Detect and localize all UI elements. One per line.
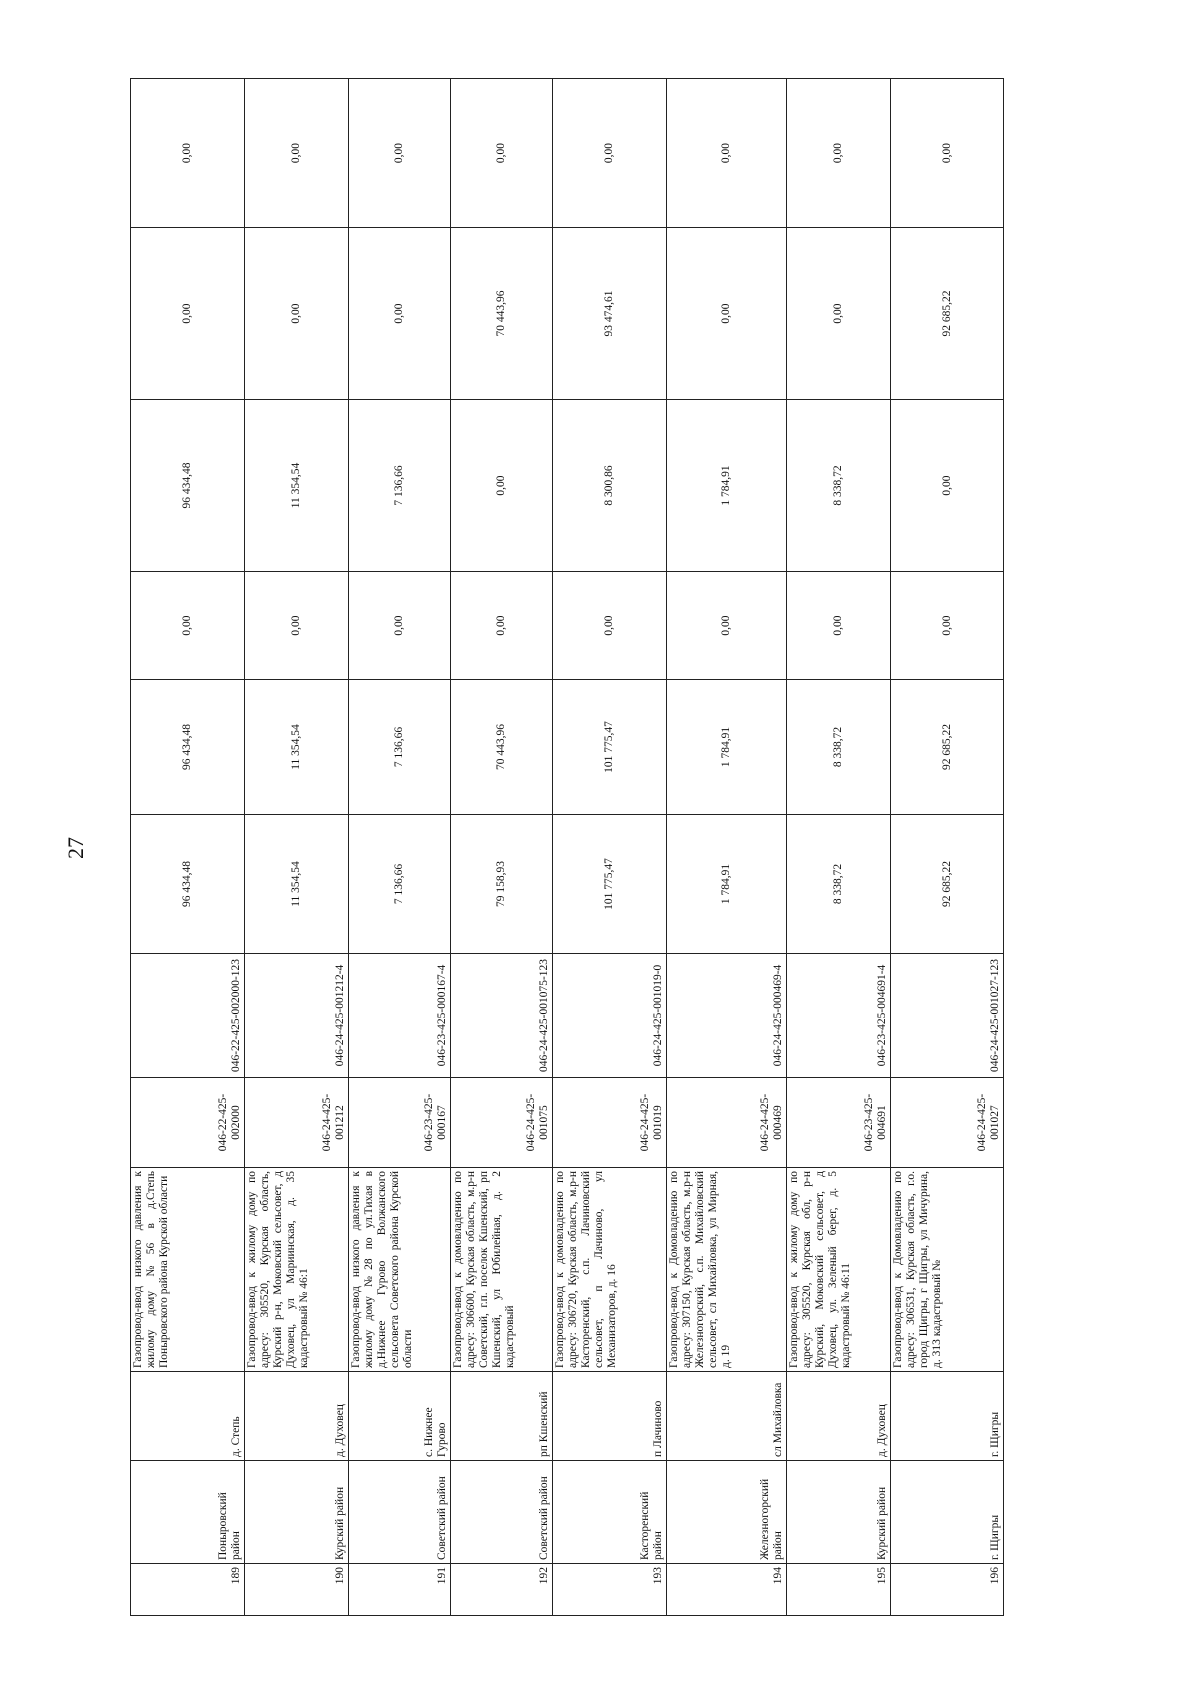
row-number-cell: 195 xyxy=(787,1564,891,1616)
object-code-cell: 046-24-425-001075 xyxy=(451,1078,553,1168)
district-cell: Поныровский район xyxy=(131,1461,245,1564)
total-amount-cell: 7 136,66 xyxy=(349,680,451,815)
amount-column-4-cell: 11 354,54 xyxy=(245,400,349,572)
amount-column-5-cell: 0,00 xyxy=(787,228,891,400)
amount-column-4-cell: 8 300,86 xyxy=(553,400,667,572)
estimated-cost-cell: 92 685,22 xyxy=(891,815,1004,954)
amount-column-3-cell: 0,00 xyxy=(245,572,349,680)
amount-column-6-cell: 0,00 xyxy=(451,79,553,228)
table-row xyxy=(131,79,245,1616)
amount-column-6-cell: 0,00 xyxy=(349,79,451,228)
amount-column-3-cell: 0,00 xyxy=(131,572,245,680)
amount-column-4-cell: 7 136,66 xyxy=(349,400,451,572)
amount-column-5-cell: 92 685,22 xyxy=(891,228,1004,400)
object-code-cell: 046-24-425-001019 xyxy=(553,1078,667,1168)
row-number-cell: 192 xyxy=(451,1564,553,1616)
amount-column-5-cell: 0,00 xyxy=(245,228,349,400)
amount-column-4-cell: 0,00 xyxy=(451,400,553,572)
total-amount-cell: 8 338,72 xyxy=(787,680,891,815)
settlement-cell: с. Нижнее Гурово xyxy=(349,1372,451,1461)
object-subcode-cell: 046-24-425-001212-4 xyxy=(245,954,349,1078)
table-body xyxy=(131,79,1004,1616)
row-number-cell: 191 xyxy=(349,1564,451,1616)
object-code-cell: 046-24-425-000469 xyxy=(667,1078,787,1168)
amount-column-3-cell: 0,00 xyxy=(451,572,553,680)
amount-column-3-cell: 0,00 xyxy=(553,572,667,680)
object-description-cell: Газопровод-ввод к Домовладению по адресу: 306531, Курская область, г.о. город Щигры, г Щигры, ул Мичурина, д. 313 кадастровый № xyxy=(891,1168,1004,1372)
rotated-table-container xyxy=(130,79,1003,1616)
amount-column-6-cell: 0,00 xyxy=(891,79,1004,228)
total-amount-cell: 96 434,48 xyxy=(131,680,245,815)
estimated-cost-cell: 1 784,91 xyxy=(667,815,787,954)
estimated-cost-cell: 79 158,93 xyxy=(451,815,553,954)
object-subcode-cell: 046-23-425-000167-4 xyxy=(349,954,451,1078)
object-subcode-cell: 046-24-425-001075-123 xyxy=(451,954,553,1078)
amount-column-6-cell: 0,00 xyxy=(131,79,245,228)
estimated-cost-cell: 11 354,54 xyxy=(245,815,349,954)
total-amount-cell: 1 784,91 xyxy=(667,680,787,815)
object-code-cell: 046-24-425-001212 xyxy=(245,1078,349,1168)
object-subcode-cell: 046-24-425-000469-4 xyxy=(667,954,787,1078)
district-cell: Советский район xyxy=(451,1461,553,1564)
amount-column-6-cell: 0,00 xyxy=(787,79,891,228)
object-description-cell: Газопровод-ввод к жилому дому по адресу: 305520, Курская область, Курский р-н, Моковский сельсовет, д Духовец, ул Мариинская, д. 35 кадастровый № 46:1 xyxy=(245,1168,349,1372)
amount-column-3-cell: 0,00 xyxy=(667,572,787,680)
row-number-cell: 194 xyxy=(667,1564,787,1616)
amount-column-4-cell: 96 434,48 xyxy=(131,400,245,572)
object-description-cell: Газопровод-ввод низкого давления к жилому дому №56 в д.Степь Поныровского района Курской области xyxy=(131,1168,245,1372)
row-number-cell: 189 xyxy=(131,1564,245,1616)
amount-column-6-cell: 0,00 xyxy=(245,79,349,228)
object-description-cell: Газопровод-ввод к домовладению по адресу: 306600, Курская область, м.р-н Советский, г.п. поселок Кшенский, рп Кшенский, ул Юбилейная, д. 2 кадастровый xyxy=(451,1168,553,1372)
object-description-cell: Газопровод-ввод к жилому дому по адресу: 305520, Курская обл, р-н Курский, Моковский сельсовет, д Духовец, ул. Зеленый берег, д. 5 кадастровый № 46:11 xyxy=(787,1168,891,1372)
amount-column-3-cell: 0,00 xyxy=(891,572,1004,680)
amount-column-6-cell: 0,00 xyxy=(553,79,667,228)
amount-column-3-cell: 0,00 xyxy=(349,572,451,680)
object-code-cell: 046-23-425-004691 xyxy=(787,1078,891,1168)
amount-column-5-cell: 70 443,96 xyxy=(451,228,553,400)
object-code-cell: 046-22-425-002000 xyxy=(131,1078,245,1168)
row-number-cell: 193 xyxy=(553,1564,667,1616)
amount-column-3-cell: 0,00 xyxy=(787,572,891,680)
estimated-cost-cell: 8 338,72 xyxy=(787,815,891,954)
object-description-cell: Газопровод-ввод к домовладению по адресу: 306720, Курская область, м.р-н Касторенский, с.п. Лачиновский сельсовет, п Лачиново, ул Механизаторов, д. 16 xyxy=(553,1168,667,1372)
object-description-cell: Газопровод-ввод низкого давления к жилому дому №28 по ул.Тихая в д.Нижнее Гурово Волжанского сельсовета Советского района Курской области xyxy=(349,1168,451,1372)
object-subcode-cell: 046-22-425-002000-123 xyxy=(131,954,245,1078)
object-subcode-cell: 046-23-425-004691-4 xyxy=(787,954,891,1078)
total-amount-cell: 70 443,96 xyxy=(451,680,553,815)
district-cell: Курский район xyxy=(787,1461,891,1564)
district-cell: Касторенский район xyxy=(553,1461,667,1564)
district-cell: Железногорский район xyxy=(667,1461,787,1564)
object-code-cell: 046-23-425-000167 xyxy=(349,1078,451,1168)
amount-column-4-cell: 8 338,72 xyxy=(787,400,891,572)
table-row xyxy=(553,79,667,1616)
total-amount-cell: 101 775,47 xyxy=(553,680,667,815)
amount-column-4-cell: 1 784,91 xyxy=(667,400,787,572)
settlement-cell: д. Степь xyxy=(131,1372,245,1461)
row-number-cell: 190 xyxy=(245,1564,349,1616)
total-amount-cell: 92 685,22 xyxy=(891,680,1004,815)
district-cell: Курский район xyxy=(245,1461,349,1564)
settlement-cell: г. Щигры xyxy=(891,1372,1004,1461)
amount-column-5-cell: 0,00 xyxy=(667,228,787,400)
district-cell: Советский район xyxy=(349,1461,451,1564)
amount-column-5-cell: 0,00 xyxy=(131,228,245,400)
estimated-cost-cell: 7 136,66 xyxy=(349,815,451,954)
table-row xyxy=(451,79,553,1616)
amount-column-5-cell: 0,00 xyxy=(349,228,451,400)
settlement-cell: д. Духовец xyxy=(787,1372,891,1461)
settlement-cell: рп Кшенский xyxy=(451,1372,553,1461)
amount-column-5-cell: 93 474,61 xyxy=(553,228,667,400)
estimated-cost-cell: 101 775,47 xyxy=(553,815,667,954)
table-row xyxy=(349,79,451,1616)
table-row xyxy=(891,79,1004,1616)
table-row xyxy=(245,79,349,1616)
settlement-cell: д. Духовец xyxy=(245,1372,349,1461)
settlement-cell: сл Михайловка xyxy=(667,1372,787,1461)
total-amount-cell: 11 354,54 xyxy=(245,680,349,815)
object-description-cell: Газопровод-ввод к Домовладению по адресу: 307150, Курская область, м.р-н Железногорский, с.п. Михайловский сельсовет, сл Михайловка, ул Мирная, д. 19 xyxy=(667,1168,787,1372)
settlement-cell: п Лачиново xyxy=(553,1372,667,1461)
page-number: 27 xyxy=(63,837,88,859)
district-cell: г. Щигры xyxy=(891,1461,1004,1564)
row-number-cell: 196 xyxy=(891,1564,1004,1616)
object-code-cell: 046-24-425-001027 xyxy=(891,1078,1004,1168)
estimated-cost-cell: 96 434,48 xyxy=(131,815,245,954)
amount-column-4-cell: 0,00 xyxy=(891,400,1004,572)
table-row xyxy=(787,79,891,1616)
object-subcode-cell: 046-24-425-001027-123 xyxy=(891,954,1004,1078)
table-row xyxy=(667,79,787,1616)
amount-column-6-cell: 0,00 xyxy=(667,79,787,228)
gas-pipeline-table xyxy=(130,78,1004,1616)
object-subcode-cell: 046-24-425-001019-0 xyxy=(553,954,667,1078)
